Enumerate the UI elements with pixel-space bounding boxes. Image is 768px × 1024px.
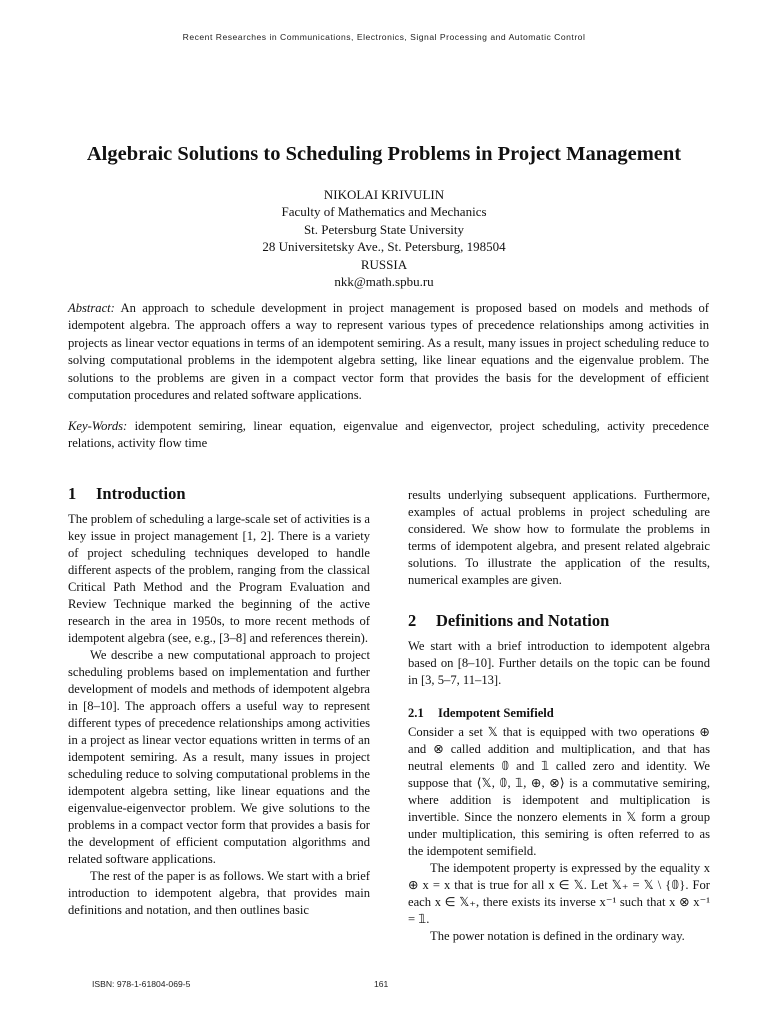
paragraph: The rest of the paper is as follows. We start with a brief introduction to idempotent algebra, that provides main definitions and notation, and then outlines basic — [68, 869, 370, 917]
paragraph: The power notation is defined in the ordinary way. — [430, 929, 685, 943]
running-header: Recent Researches in Communications, Electronics, Signal Processing and Automatic Control — [182, 32, 586, 42]
paragraph: Consider a set 𝕏 that is equipped with two operations ⊕ and ⊗ called addition and multiplication, and that has neutral elements 𝟘 and 𝟙 called zero and identity. We suppose that ⟨𝕏, 𝟘, 𝟙, ⊕, ⊗⟩ is a commutative semiring, where addition is idempotent and multiplication is invertible. Since the nonzero elements in 𝕏 form a group under multiplication, this semiring is often referred to as the idempotent semifield. — [408, 725, 710, 858]
paragraph: The problem of scheduling a large-scale set of activities is a key issue in project management [1, 2]. There is a variety of project scheduling techniques developed to handle different aspects of the problem, ranging from the classical Critical Path Method and the Program Evaluation and Review Technique marked the beginning of the active research in the area in 1950s, to more recent methods of idempotent algebra (see, e.g., [3–8] and references therein). — [68, 512, 370, 645]
subsection-heading — [408, 705, 710, 722]
section-number: 1 — [68, 484, 77, 503]
keywords — [68, 418, 709, 453]
keywords-label: Key-Words: — [68, 419, 128, 433]
abstract — [68, 300, 709, 404]
affiliation-line: 28 Universitetsky Ave., St. Petersburg, 198504 — [262, 239, 506, 255]
paragraph: results underlying subsequent applications. Furthermore, examples of actual problems in project scheduling are considered. We show how to formulate the problems in terms of idempotent algebra, and present related algebraic solutions. To illustrate the application of the results, numerical examples are given. — [408, 488, 710, 587]
section-number: 2 — [408, 611, 417, 630]
abstract-text: An approach to schedule development in project management is proposed based on models and methods of idempotent algebra. The approach offers a way to represent various types of precedence relationships among activities in projects as linear vector equations in terms of an idempotent semiring. As a result, many issues in project scheduling reduce to solving computational problems in the idempotent algebra setting, like linear equations and the eigenvalue problem. The solutions to the problems are given in a compact vector form that provides the basis for the development of efficient computation procedures and related software applications. — [68, 301, 709, 403]
author-email: nkk@math.spbu.ru — [334, 274, 434, 290]
affiliation-line: RUSSIA — [360, 256, 408, 272]
abstract-label: Abstract: — [68, 301, 115, 315]
author-name: NIKOLAI KRIVULIN — [323, 187, 445, 202]
right-column — [408, 487, 710, 945]
author-block — [0, 186, 768, 290]
paragraph: We describe a new computational approach to project scheduling problems based on implementation and further development of models and methods of idempotent algebra in [8–10]. The approach offers a useful way to represent different types of precedence relationships among activities in a project as linear vector equations written in terms of an idempotent semiring. As a result, many issues in project scheduling reduce to solving computational problems in the idempotent algebra setting, like linear equations and the eigenvalue-eigenvector problem. We give solutions to the problems in a compact vector form that provides a basis for the development of efficient computation algorithms and related software applications. — [68, 648, 370, 866]
subsection-number: 2.1 — [408, 706, 424, 720]
paragraph: We start with a brief introduction to idempotent algebra based on [8–10]. Further details on the topic can be found in [3, 5–7, 11–13]. — [408, 639, 710, 687]
section-heading-definitions — [408, 611, 710, 631]
section-heading-introduction — [68, 484, 370, 504]
section-title: Definitions and Notation — [436, 611, 610, 630]
paragraph: The idempotent property is expressed by the equality x ⊕ x = x that is true for all x ∈ 𝕏. Let 𝕏₊ = 𝕏 \ {𝟘}. For each x ∈ 𝕏₊, there exists its inverse x⁻¹ such that x ⊗ x⁻¹ = 𝟙. — [408, 861, 710, 926]
isbn: ISBN: 978-1-61804-069-5 — [92, 979, 191, 989]
keywords-text: idempotent semiring, linear equation, eigenvalue and eigenvector, project scheduling, activity precedence relations, activity flow time — [68, 419, 709, 451]
page-number: 161 — [374, 979, 389, 989]
subsection-title: Idempotent Semifield — [438, 706, 554, 720]
paper-title: Algebraic Solutions to Scheduling Problems in Project Management — [86, 143, 682, 165]
left-column — [68, 484, 370, 919]
section-title: Introduction — [96, 484, 186, 503]
affiliation-line: Faculty of Mathematics and Mechanics — [281, 204, 487, 220]
affiliation-line: St. Petersburg State University — [303, 221, 465, 237]
